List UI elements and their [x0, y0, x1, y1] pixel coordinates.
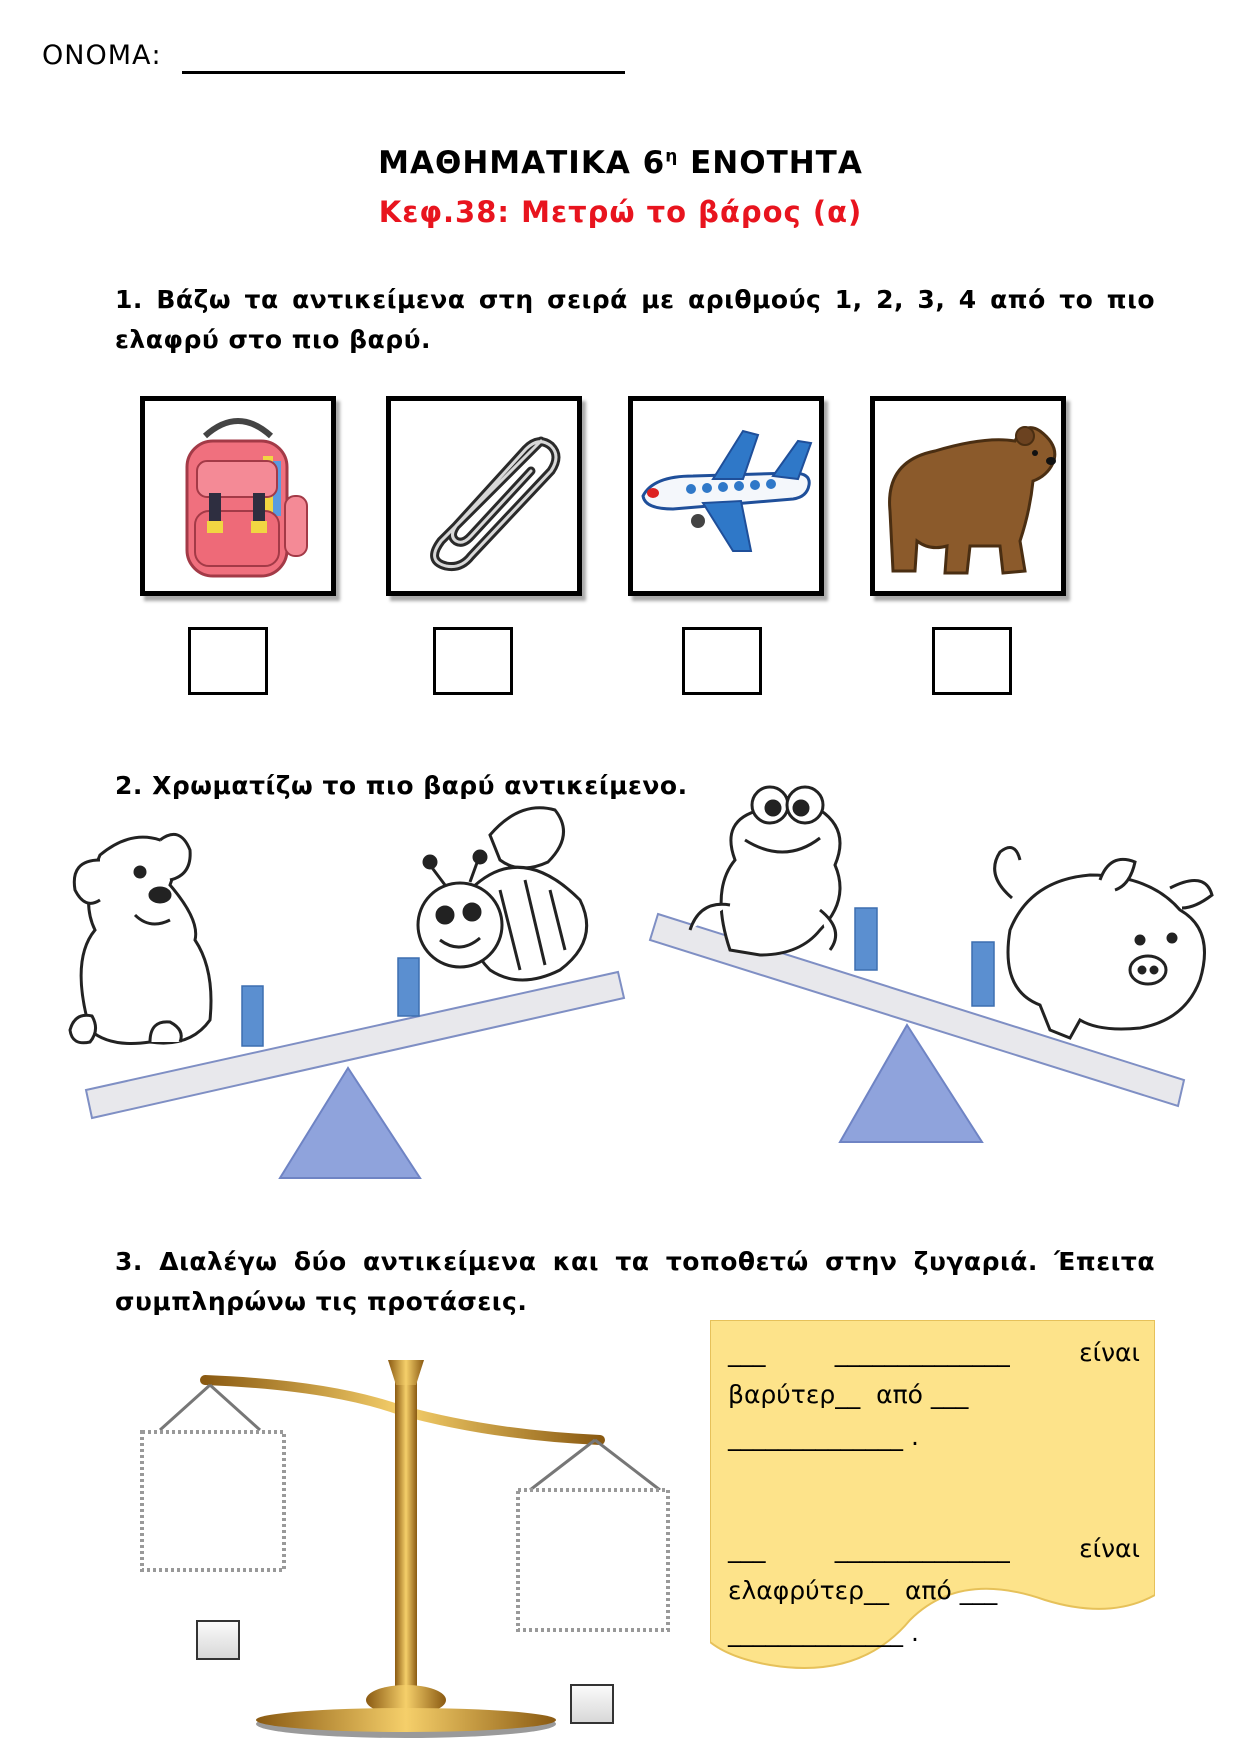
name-input-line[interactable] — [182, 71, 625, 74]
sentence-1-blank-2[interactable]: ______________ — [834, 1338, 1010, 1367]
sentence-2-line-1 — [728, 1528, 1140, 1570]
order-box-2[interactable] — [433, 627, 513, 695]
bee-icon[interactable] — [418, 808, 587, 980]
paperclip-icon — [391, 401, 577, 591]
sentence-1-verb: είναι — [1079, 1338, 1140, 1367]
sentence-fill-area — [728, 1332, 1140, 1654]
question-2-text: 2. Χρωματίζω το πιο βαρύ αντικείμενο. — [115, 771, 688, 800]
gold-scale-icon — [130, 1340, 690, 1740]
dog-icon[interactable] — [70, 834, 211, 1043]
sentence-1-line-2[interactable]: βαρύτερ__ από ___ — [728, 1380, 969, 1409]
scale-pan-right-frame[interactable] — [518, 1490, 668, 1630]
order-box-3[interactable] — [682, 627, 762, 695]
sentence-1-blank-1[interactable]: ___ — [728, 1338, 766, 1367]
sentence-2-line-3[interactable]: ______________ . — [728, 1618, 919, 1647]
seesaw-block — [242, 986, 263, 1046]
seesaw-block — [398, 958, 419, 1016]
picture-airplane — [628, 396, 824, 596]
seesaw-right — [650, 787, 1212, 1142]
seesaw-left — [70, 808, 624, 1178]
order-box-4[interactable] — [932, 627, 1012, 695]
sentence-2-line-2[interactable]: ελαφρύτερ__ από ___ — [728, 1576, 998, 1605]
bear-icon — [875, 401, 1061, 591]
airplane-icon — [633, 401, 819, 591]
seesaw-drawings — [0, 780, 1241, 1200]
chapter-subtitle: Κεφ.38: Μετρώ το βάρος (α) — [378, 195, 863, 229]
question-1-text: 1. Βάζω τα αντικείμενα στη σειρά με αριθμούς 1, 2, 3, 4 από το πιο ελαφρύ στο πιο βαρύ. — [115, 285, 1155, 354]
frog-icon[interactable] — [690, 787, 840, 955]
picture-bear — [870, 396, 1066, 596]
sentence-2-blank-1[interactable]: ___ — [728, 1534, 766, 1563]
seesaw-block — [972, 942, 994, 1006]
page-title: ΜΑΘΗΜΑΤΙΚΑ $6^\eta$ ΕΝΟΤΗΤΑ — [378, 145, 863, 181]
question-3-text: 3. Διαλέγω δύο αντικείμενα και τα τοποθετώ στην ζυγαριά. Έπειτα συμπληρώνω τις προτάσεις. — [115, 1247, 1155, 1316]
seesaw-block — [855, 908, 877, 970]
backpack-icon — [145, 401, 331, 591]
order-box-1[interactable] — [188, 627, 268, 695]
sentence-1-line-3[interactable]: ______________ . — [728, 1422, 919, 1451]
scale-checkbox-left[interactable] — [196, 1620, 240, 1660]
name-label: ΟΝΟΜΑ: — [42, 40, 162, 71]
scale-pan-left-frame[interactable] — [142, 1432, 284, 1570]
sentence-2-verb: είναι — [1079, 1534, 1140, 1563]
sentence-2-blank-2[interactable]: ______________ — [834, 1534, 1010, 1563]
fulcrum-right — [840, 1025, 982, 1142]
picture-paperclip — [386, 396, 582, 596]
scale-checkbox-right[interactable] — [570, 1684, 614, 1724]
fulcrum-left — [280, 1068, 420, 1178]
sentence-1-line-1 — [728, 1332, 1140, 1374]
picture-backpack — [140, 396, 336, 596]
pig-icon[interactable] — [995, 848, 1212, 1039]
